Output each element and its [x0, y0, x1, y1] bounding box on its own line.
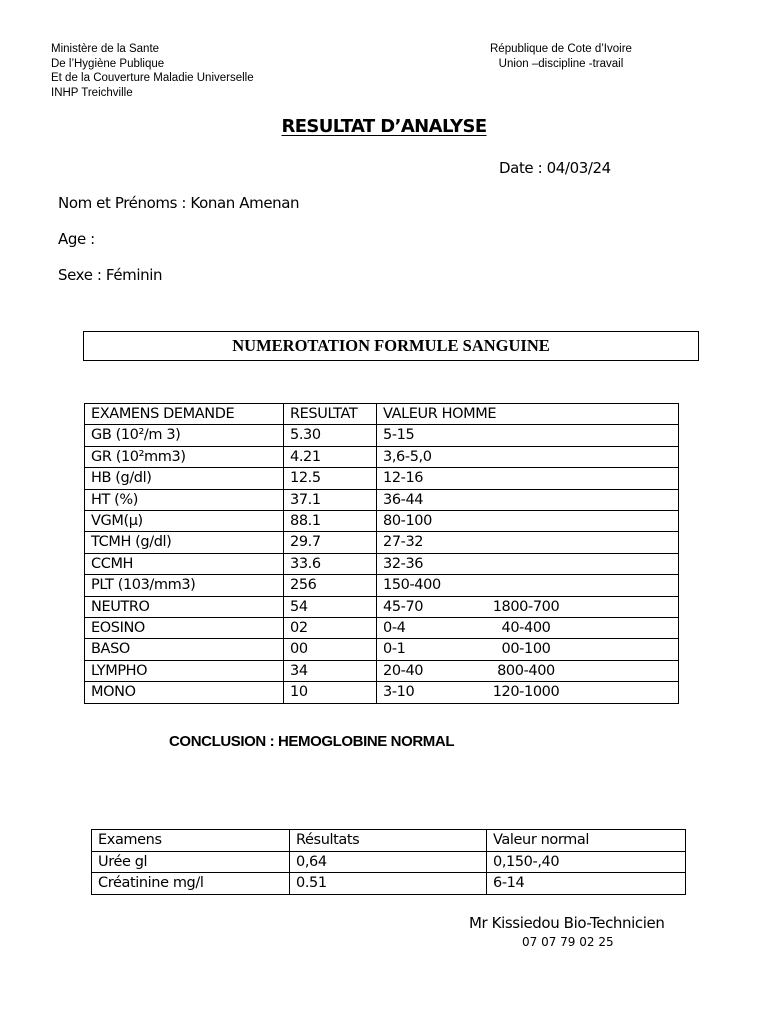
exam-cell: NEUTRO [85, 596, 284, 617]
absolute-range [481, 468, 571, 488]
table-row [92, 851, 686, 873]
reference-range: 150-400 [383, 577, 441, 594]
exam-cell: MONO [85, 682, 284, 703]
exam-cell: GB (10²/m 3) [85, 425, 284, 446]
reference-range: 0-4 [383, 620, 406, 637]
section-title: NUMEROTATION FORMULE SANGUINE [232, 336, 550, 355]
exam-cell: PLT (103/mm3) [85, 575, 284, 596]
exam-cell: TCMH (g/dl) [85, 532, 284, 553]
header-cell: VALEUR HOMME [377, 404, 679, 425]
motto-line: Union –discipline -travail [498, 57, 624, 70]
coverage-line: Et de la Couverture Maladie Universelle [51, 72, 254, 84]
exam-cell: HB (g/dl) [85, 468, 284, 489]
table-row [85, 425, 679, 446]
reference-range: 45-70 [383, 598, 424, 615]
report-date: Date : 04/03/24 [499, 159, 611, 177]
hygiene-line: De l’Hygiène Publique [51, 57, 165, 70]
patient-age: Age : [58, 230, 95, 248]
exam-cell: Créatinine mg/l [92, 873, 290, 895]
table-header-row [92, 830, 686, 852]
exam-cell: Urée gl [92, 851, 290, 873]
signature-name: Mr Kissiedou Bio-Technicien [469, 914, 665, 932]
republic-line: République de Cote d’Ivoire [490, 43, 632, 55]
result-cell: 02 [284, 618, 377, 639]
absolute-range: 800-400 [497, 662, 555, 679]
result-cell: 5.30 [284, 425, 377, 446]
blood-count-table [84, 403, 679, 704]
reference-range: 27-32 [383, 534, 424, 551]
absolute-range: 40-400 [501, 620, 551, 637]
table-row [85, 553, 679, 574]
absolute-range: 120-1000 [492, 684, 560, 701]
exam-cell: BASO [85, 639, 284, 660]
reference-cell [377, 489, 679, 510]
table-row [85, 596, 679, 617]
reference-range: 0-1 [383, 641, 406, 658]
table-row [85, 532, 679, 553]
reference-cell [377, 532, 679, 553]
exam-cell: HT (%) [85, 489, 284, 510]
reference-range: 12-16 [383, 470, 424, 487]
result-cell: 10 [284, 682, 377, 703]
absolute-range [481, 532, 571, 552]
header-right [490, 42, 632, 71]
result-cell: 4.21 [284, 446, 377, 467]
reference-cell [377, 446, 679, 467]
table-row [85, 575, 679, 596]
table-row [92, 873, 686, 895]
reference-range: 3-10 [383, 684, 415, 701]
section-title-box [83, 331, 699, 361]
exam-cell: LYMPHO [85, 660, 284, 681]
reference-range: 36-44 [383, 491, 424, 508]
absolute-range: 00-100 [501, 641, 551, 658]
result-cell: 37.1 [284, 489, 377, 510]
table-row [85, 618, 679, 639]
result-cell: 12.5 [284, 468, 377, 489]
table-row [85, 682, 679, 703]
result-cell: 88.1 [284, 511, 377, 532]
signature-phone: 07 07 79 02 25 [522, 935, 614, 949]
reference-cell [377, 618, 679, 639]
reference-cell [377, 660, 679, 681]
institute-line: INHP Treichville [51, 86, 133, 99]
reference-cell [377, 511, 679, 532]
absolute-range [481, 447, 571, 467]
absolute-range [481, 575, 571, 595]
header-cell: Résultats [290, 830, 487, 852]
reference-range: 32-36 [383, 555, 424, 572]
absolute-range [481, 554, 571, 574]
page-title: RESULTAT D’ANALYSE [281, 116, 487, 137]
result-cell: 0.51 [290, 873, 487, 895]
reference-cell [377, 553, 679, 574]
exam-cell: CCMH [85, 553, 284, 574]
absolute-range: 1800-700 [492, 598, 560, 615]
reference-range: 80-100 [383, 513, 432, 530]
header-cell: RESULTAT [284, 404, 377, 425]
table-row [85, 446, 679, 467]
result-cell: 54 [284, 596, 377, 617]
exam-cell: GR (10²mm3) [85, 446, 284, 467]
exam-cell: VGM(µ) [85, 511, 284, 532]
table-row [85, 660, 679, 681]
table-header-row [85, 404, 679, 425]
table-row [85, 511, 679, 532]
reference-cell [377, 639, 679, 660]
reference-range: 5-15 [383, 427, 415, 444]
header-cell: Valeur normal [487, 830, 686, 852]
reference-cell [377, 596, 679, 617]
absolute-range [481, 425, 571, 445]
header-cell: Examens [92, 830, 290, 852]
reference-range: 3,6-5,0 [383, 448, 432, 465]
header-cell: EXAMENS DEMANDE [85, 404, 284, 425]
table-row [85, 489, 679, 510]
absolute-range [481, 490, 571, 510]
result-cell: 34 [284, 660, 377, 681]
ministry-line: Ministère de la Sante [51, 43, 160, 55]
table-row [85, 639, 679, 660]
biochemistry-table [91, 829, 686, 895]
patient-sex: Sexe : Féminin [58, 266, 163, 284]
reference-cell [377, 425, 679, 446]
result-cell: 00 [284, 639, 377, 660]
result-cell: 256 [284, 575, 377, 596]
exam-cell: EOSINO [85, 618, 284, 639]
reference-range: 20-40 [383, 662, 424, 679]
header-left [51, 42, 254, 100]
reference-cell [377, 468, 679, 489]
result-cell: 0,64 [290, 851, 487, 873]
result-cell: 29.7 [284, 532, 377, 553]
result-cell: 33.6 [284, 553, 377, 574]
conclusion: CONCLUSION : HEMOGLOBINE NORMAL [169, 733, 455, 750]
table-row [85, 468, 679, 489]
absolute-range [481, 511, 571, 531]
reference-cell [377, 575, 679, 596]
reference-cell: 0,150-,40 [487, 851, 686, 873]
reference-cell [377, 682, 679, 703]
patient-name: Nom et Prénoms : Konan Amenan [58, 194, 300, 212]
reference-cell: 6-14 [487, 873, 686, 895]
